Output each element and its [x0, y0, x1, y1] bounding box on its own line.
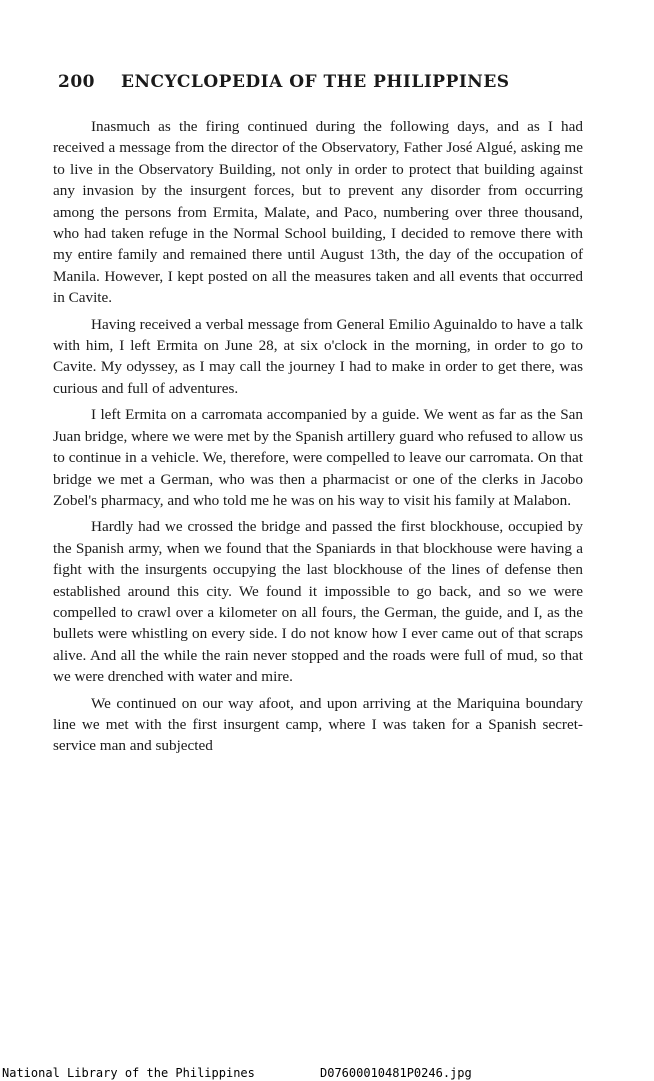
footer-source: National Library of the Philippines	[2, 1066, 255, 1080]
footer-file-id: D07600010481P0246.jpg	[320, 1066, 472, 1080]
paragraph: I left Ermita on a carromata accompanied by a guide. We went as far as the San Juan bridge, where we were met by the Spanish artillery guard who refused to allow us to continue in a vehicle. We, therefore, were compelled to leave our carromata. On that bridge we met a German, who was then a pharmacist or one of the clerks in Jacobo Zobel's pharmacy, and who told me he was on his way to visit his family at Malabon.	[53, 406, 583, 509]
page-header	[58, 72, 598, 98]
running-title: ENCYCLOPEDIA OF THE PHILIPPINES	[121, 72, 510, 92]
paragraph: Inasmuch as the firing continued during the following days, and as I had received a message from the director of the Observatory, Father José Algué, asking me to live in the Observatory Building, not only in order to protect that building against any invasion by the insurgent forces, but to prevent any disorder from occurring among the persons from Ermita, Malate, and Paco, numbering over three thousand, who had taken refuge in the Normal School building, I decided to remove there with my entire family and remained there until August 13th, the day of the occupation of Manila. However, I kept posted on all the measures taken and all events that occurred in Cavite.	[53, 118, 583, 307]
paragraph: Having received a verbal message from General Emilio Aguinaldo to have a talk with him, I left Ermita on June 28, at six o'clock in the morning, in order to go to Cavite. My odyssey, as I may call the journey I had to make in order to get there, was curious and full of adventures.	[53, 315, 583, 397]
page-number: 200	[58, 72, 95, 92]
scan-footer	[0, 1065, 654, 1081]
paragraph: Hardly had we crossed the bridge and passed the first blockhouse, occupied by the Spanish army, when we found that the Spaniards in that blockhouse were having a fight with the insurgents occupying the last blockhouse of the lines of defense then established around this city. We found it impossible to go back, and so we were compelled to crawl over a kilometer on all fours, the German, the guide, and I, as the bullets were whistling on every side. I do not know how I ever came out of that scraps alive. And all the while the rain never stopped and the roads were full of mud, so that we were drenched with water and mire.	[53, 518, 583, 686]
paragraph: We continued on our way afoot, and upon arriving at the Mariquina boundary line we met with the first insurgent camp, where I was taken for a Spanish secret-service man and subjected	[53, 694, 583, 755]
body-text	[53, 116, 583, 762]
